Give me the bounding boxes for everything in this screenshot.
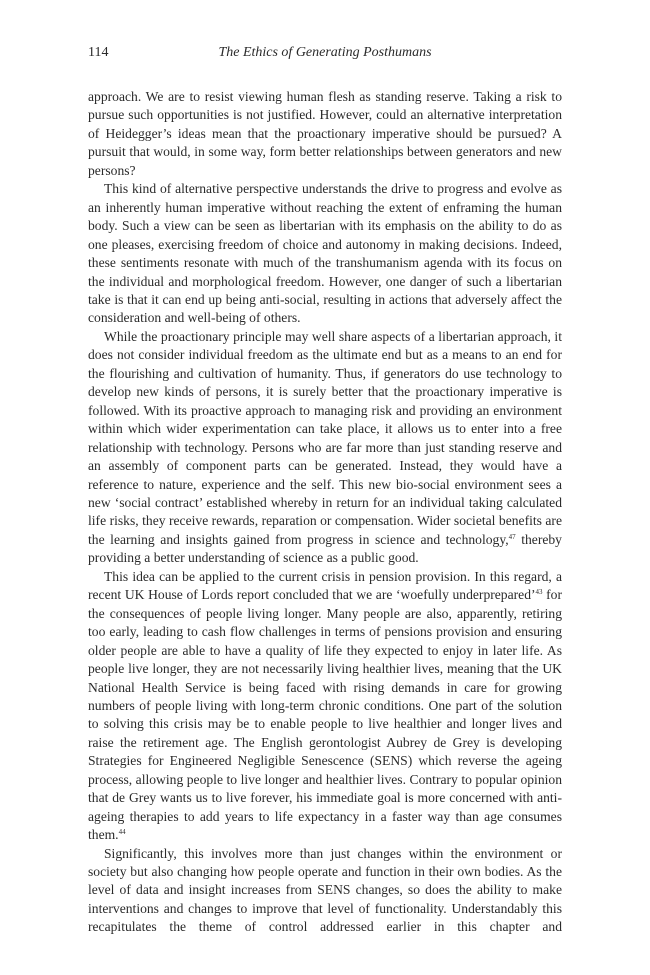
- paragraph: [88, 845, 562, 937]
- page-number: 114: [88, 45, 109, 60]
- paragraph-text: Significantly, this involves more than just changes within the environment or society but also changing how people operate and function in their own bodies. As the level of data and insight increases from SENS changes, so does the ability to make interventions and changes to improve that level of functionality. Understandably this recapitulates the theme of control addressed earlier in this chapter and: [88, 845, 562, 935]
- paragraph-text: for the consequences of people living longer. Many people are also, apparently, retiring too early, leading to cash flow challenges in terms of pensions provision and ensuring older people are able to have a quality of life they expected to enjoy in later life. As people live longer, they are not necessarily living healthier lives, meaning that the UK National Health Service is being faced with rising demands in care for growing numbers of people living with long-term chronic conditions. One part of the solution to solving this crisis may be to enable people to live healthier and longer lives and raise the retirement age. The English gerontologist Aubrey de Grey is developing Strategies for Engineered Negligible Senescence (SENS) which reverse the ageing process, allowing people to live longer and healthier lives. Contrary to popular opinion that de Grey wants us to live forever, his immediate goal is more concerned with anti-ageing therapies to add years to life expectancy in a faster way than age consumes them.: [88, 587, 563, 843]
- paragraph: [88, 180, 562, 328]
- paragraph-text: approach. We are to resist viewing human flesh as standing reserve. Taking a risk to pursue such opportunities is not justified. However, could an alternative interpretation of Heidegger’s ideas mean that the proactionary imperative should be pursued? A pursuit that would, in some way, form better relationships between generators and new persons?: [88, 89, 562, 178]
- paragraph: [88, 568, 562, 845]
- running-header: [88, 45, 562, 65]
- paragraph: [88, 328, 562, 568]
- footnote-marker: 43: [535, 588, 543, 597]
- paragraph-text: This idea can be applied to the current crisis in pension provision. In this regard, a recent UK House of Lords report concluded that we are ‘woefully underprepared’: [88, 568, 562, 603]
- paragraph: [88, 88, 562, 180]
- footnote-marker: 44: [118, 828, 126, 837]
- paragraph-text: thereby providing a better understanding of science as a public good.: [88, 531, 562, 566]
- paragraph-text: This kind of alternative perspective understands the drive to progress and evolve as an inherently human imperative without reaching the extent of enframing the human body. Such a view can be seen as libertarian with its emphasis on the ability to do as one pleases, exercising freedom of choice and autonomy in making decisions. Indeed, these sentiments resonate with much of the transhumanism agenda with its focus on the individual and morphological freedom. However, one danger of such a libertarian take is that it can end up being anti-social, resulting in actions that adversely affect the consideration and well-being of others.: [88, 181, 562, 326]
- running-title: The Ethics of Generating Posthumans: [218, 45, 432, 60]
- body-text: [88, 88, 562, 937]
- paragraph-text: While the proactionary principle may well share aspects of a libertarian approach, it does not consider individual freedom as the ultimate end but as a means to an end for the flourishing and cultivation of humanity. Thus, if generators do use technology to develop new kinds of persons, it is surely better that the proactionary imperative is followed. With its proactive approach to managing risk and providing an environment within which wider experimentation can take place, it allows us to enter into a free relationship with technology. Persons who are far more than just standing reserve and an assembly of component parts can be generated. Instead, they would have a reference to nature, experience and the self. This new bio-social environment sees a new ‘social contract’ established whereby in return for an individual taking calculated life risks, they receive rewards, reparation or compensation. Wider societal benefits are the learning and insights gained from progress in science and technology,: [88, 328, 562, 547]
- footnote-marker: 47: [508, 532, 516, 541]
